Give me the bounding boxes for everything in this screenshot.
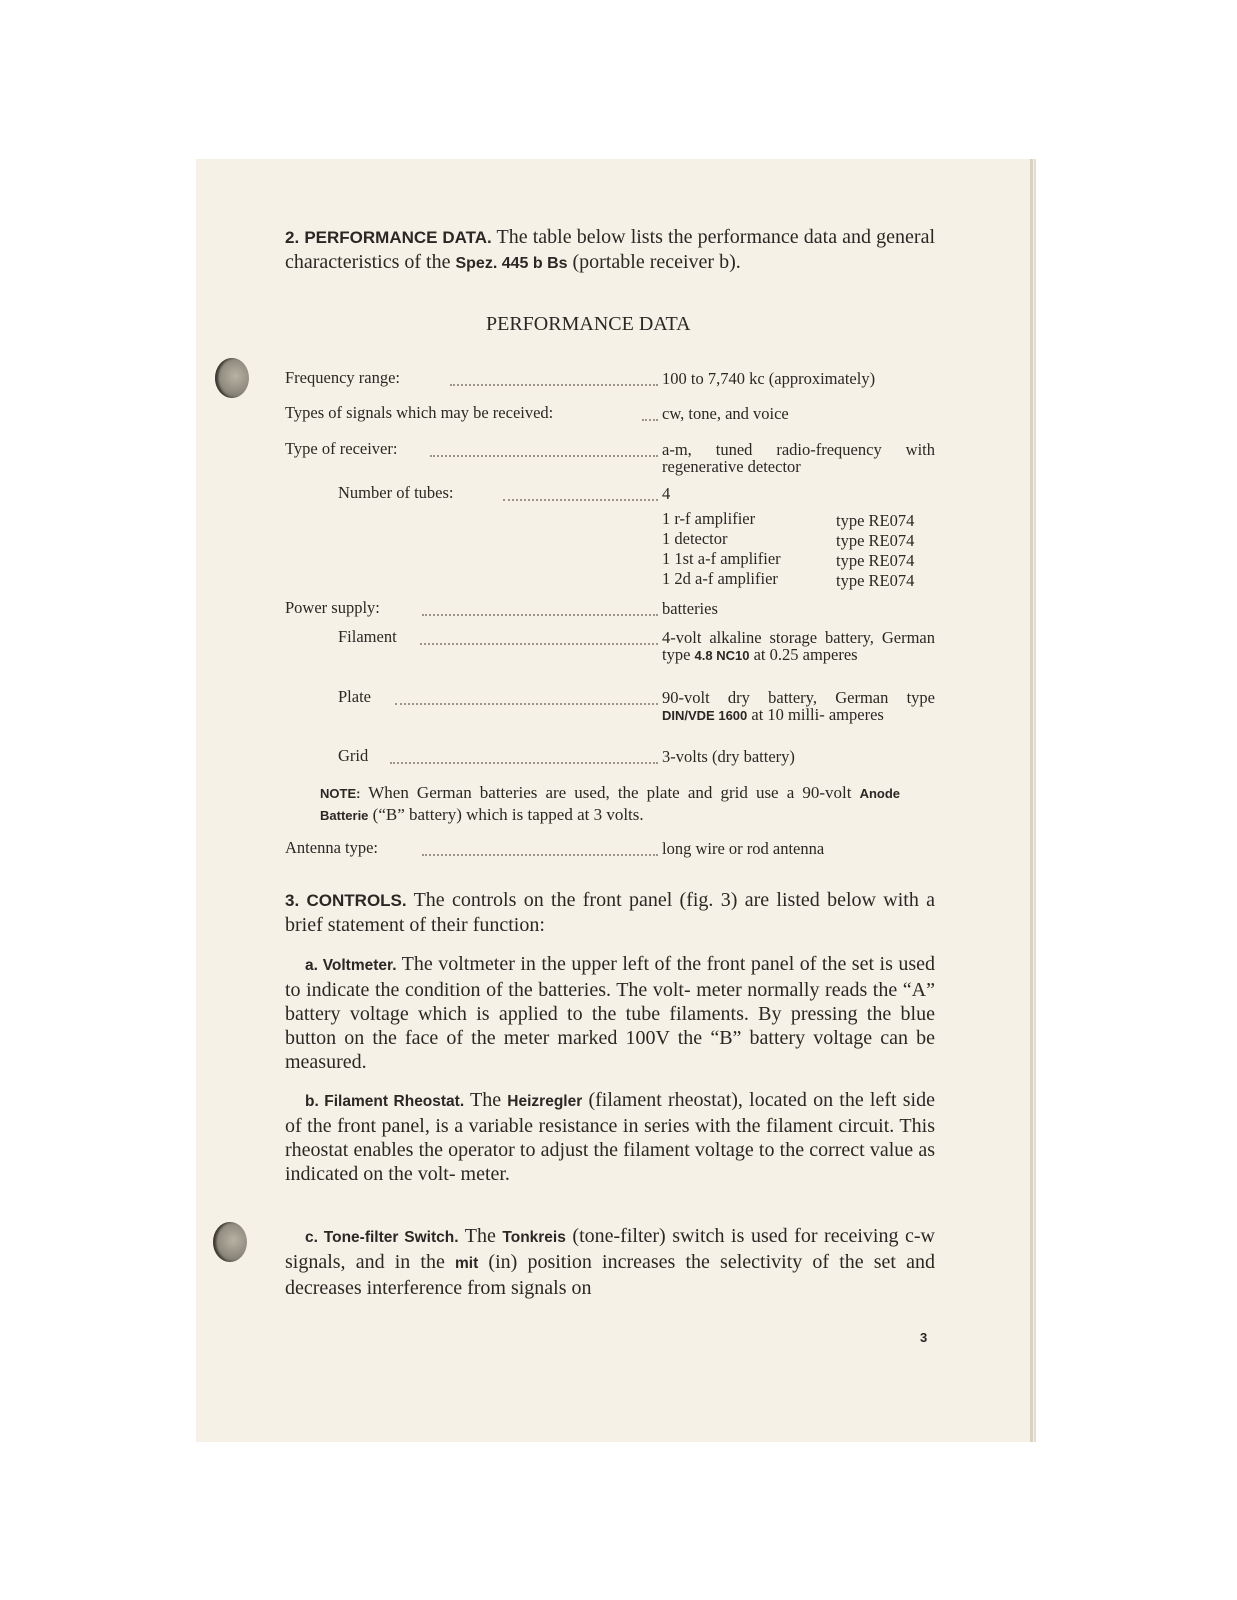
section-2-text-a: The table below lists the performance data and general characteristics of the xyxy=(285,226,936,273)
item-b-term: Heizregler xyxy=(507,1093,583,1110)
tube-function: 1 detector xyxy=(662,529,728,548)
item-c-text-a: The xyxy=(464,1225,496,1247)
section-2-intro xyxy=(285,225,935,276)
power-label: Power supply: xyxy=(285,598,380,617)
binder-hole-top xyxy=(215,358,249,398)
section-3-number: 3. xyxy=(285,891,300,910)
plate-label: Plate xyxy=(338,687,371,706)
filament-value xyxy=(662,630,935,664)
sheet-edge xyxy=(1030,159,1033,1442)
leader-dots xyxy=(503,487,658,501)
leader-dots xyxy=(450,372,658,386)
battery-note xyxy=(320,782,900,826)
item-c-text-b: (tone-filter) switch is used for receiving c-w signals, and in the xyxy=(285,1225,935,1273)
item-c-term-2: mit xyxy=(455,1255,479,1272)
frequency-label: Frequency range: xyxy=(285,368,400,387)
plate-value-b: at 10 milli- amperes xyxy=(751,704,884,724)
leader-dots xyxy=(420,631,658,645)
plate-value-a: 90-volt dry battery, German type xyxy=(662,688,935,707)
leader-dots xyxy=(430,443,658,457)
filament-value-b: at 0.25 amperes xyxy=(753,644,858,664)
tube-function: 1 1st a-f amplifier xyxy=(662,549,781,568)
leader-dots xyxy=(422,602,658,616)
tube-type: type RE074 xyxy=(836,551,915,570)
antenna-value: long wire or rod antenna xyxy=(662,839,825,858)
section-3-intro xyxy=(285,888,935,937)
item-c-paragraph xyxy=(285,1224,935,1300)
tube-type: type RE074 xyxy=(836,511,915,530)
power-value: batteries xyxy=(662,599,718,618)
item-b-paragraph xyxy=(285,1088,935,1186)
tube-type: type RE074 xyxy=(836,531,915,550)
tubes-value: 4 xyxy=(662,484,671,503)
table-title: PERFORMANCE DATA xyxy=(486,313,691,335)
note-term: Anode Batterie xyxy=(320,786,901,823)
section-3-text: The controls on the front panel (fig. 3) are listed below with a brief statement of their function: xyxy=(285,889,935,936)
item-a-text: The voltmeter in the upper left of the front panel of the set is used to indicate the condition of the batteries. The volt- meter normally reads the “A” battery voltage which is applied to the tube filaments. By pressing the blue button on the face of the meter marked 100V the “B” battery voltage can be measured. xyxy=(285,953,935,1073)
filament-label: Filament xyxy=(338,627,397,646)
item-b-text-b: (filament rheostat), located on the left side of the front panel, is a variable resistance in series with the filament circuit. This rheostat enables the operator to adjust the filament voltage to the correct value as indicated on the volt- meter. xyxy=(285,1089,935,1185)
receiver-value: a-m, tuned radio-frequency with regenerative detector xyxy=(662,440,935,476)
leader-dots xyxy=(642,407,658,421)
section-2-text-b: (portable receiver b). xyxy=(572,251,741,273)
leader-dots xyxy=(422,842,658,856)
item-c-label: c. Tone-filter Switch. xyxy=(305,1229,459,1246)
plate-value xyxy=(662,690,935,724)
note-text-a: When German batteries are used, the plate and grid use a 90-volt xyxy=(368,783,852,802)
antenna-label: Antenna type: xyxy=(285,838,379,857)
binder-hole-bottom xyxy=(213,1222,247,1262)
item-c-text-c: (in) position increases the selectivity of the set and decreases interference from signals on xyxy=(285,1251,936,1299)
filament-battery-code: 4.8 NC10 xyxy=(694,647,750,663)
item-a-label: a. Voltmeter. xyxy=(305,957,397,974)
section-2-heading: PERFORMANCE DATA. xyxy=(304,228,492,247)
grid-label: Grid xyxy=(338,746,369,765)
section-2-number: 2. xyxy=(285,228,300,247)
leader-dots xyxy=(390,750,658,764)
item-b-label: b. Filament Rheostat. xyxy=(305,1093,465,1110)
filament-value-a: 4-volt alkaline storage battery, German type xyxy=(662,628,935,664)
tubes-label: Number of tubes: xyxy=(338,483,454,502)
grid-value: 3-volts (dry battery) xyxy=(662,747,795,766)
leader-dots xyxy=(395,691,658,705)
model-designation: Spez. 445 b Bs xyxy=(455,255,568,272)
tube-type: type RE074 xyxy=(836,571,915,590)
item-b-text-a: The xyxy=(470,1089,502,1111)
signals-value: cw, tone, and voice xyxy=(662,404,789,423)
tube-function: 1 2d a-f amplifier xyxy=(662,569,778,588)
receiver-label: Type of receiver: xyxy=(285,439,398,458)
note-label: NOTE: xyxy=(320,786,361,801)
item-a-paragraph xyxy=(285,952,935,1074)
section-3-heading: CONTROLS. xyxy=(306,891,407,910)
note-text-b: (“B” battery) which is tapped at 3 volts. xyxy=(372,805,644,824)
plate-battery-code: DIN/VDE 1600 xyxy=(662,707,748,723)
tube-function: 1 r-f amplifier xyxy=(662,509,756,528)
frequency-value: 100 to 7,740 kc (approximately) xyxy=(662,369,876,388)
page-number: 3 xyxy=(920,1330,928,1345)
item-c-term: Tonkreis xyxy=(502,1229,566,1246)
signals-label: Types of signals which may be received: xyxy=(285,403,554,422)
